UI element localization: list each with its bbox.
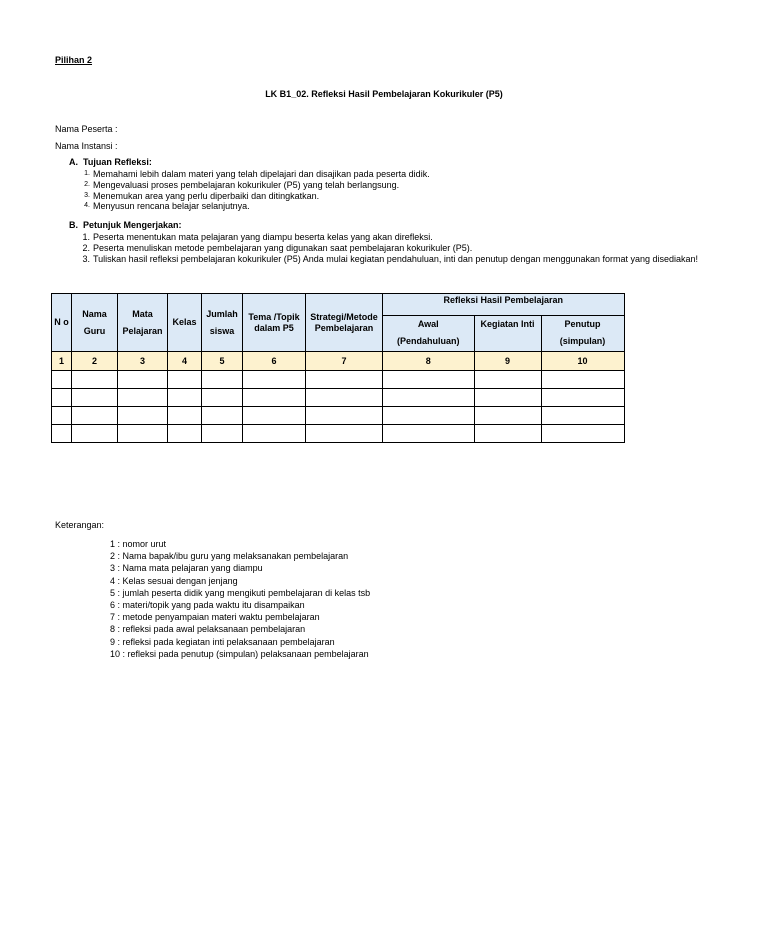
table-row xyxy=(52,371,625,389)
column-number-cell: 4 xyxy=(168,352,202,371)
header-refleksi-group: Refleksi Hasil Pembelajaran xyxy=(383,294,625,316)
list-item xyxy=(79,254,698,265)
empty-cell[interactable] xyxy=(168,425,202,443)
participant-name-field: Nama Peserta : xyxy=(55,124,118,134)
empty-cell[interactable] xyxy=(306,371,383,389)
list-item-text: Peserta menuliskan metode pembelajaran yang digunakan saat pembelajaran kokurikuler (P5). xyxy=(93,242,473,253)
instructions-list xyxy=(79,232,698,264)
empty-cell[interactable] xyxy=(243,425,306,443)
empty-cell[interactable] xyxy=(52,371,72,389)
column-number-cell: 2 xyxy=(72,352,118,371)
list-item-text: Memahami lebih dalam materi yang telah dipelajari dan disajikan pada peserta didik. xyxy=(93,169,430,179)
empty-cell[interactable] xyxy=(72,371,118,389)
empty-cell[interactable] xyxy=(72,425,118,443)
empty-cell[interactable] xyxy=(383,425,475,443)
note-item: 6 : materi/topik yang pada waktu itu disampaikan xyxy=(110,599,305,610)
empty-cell[interactable] xyxy=(118,425,168,443)
empty-cell[interactable] xyxy=(306,407,383,425)
empty-cell[interactable] xyxy=(474,389,541,407)
header-kelas: Kelas xyxy=(168,294,202,352)
reflection-goals-list xyxy=(79,169,430,212)
header-penutup: Penutup (simpulan) xyxy=(541,316,624,352)
institution-name-field: Nama Instansi : xyxy=(55,141,118,151)
empty-cell[interactable] xyxy=(383,371,475,389)
list-item-number: 1. xyxy=(82,232,90,242)
list-item xyxy=(79,169,430,180)
list-item-text: Menemukan area yang perlu diperbaiki dan ditingkatkan. xyxy=(93,190,320,201)
empty-cell[interactable] xyxy=(118,407,168,425)
list-item-number: 4. xyxy=(84,202,90,210)
empty-cell[interactable] xyxy=(118,371,168,389)
list-item-text: Tuliskan hasil refleksi pembelajaran kokurikuler (P5) Anda mulai kegiatan pendahuluan, inti dan penutup dengan menggunakan format yang disediakan! xyxy=(93,253,699,264)
list-item-number: 3. xyxy=(84,191,90,199)
empty-cell[interactable] xyxy=(202,371,243,389)
list-item-text: Mengevaluasi proses pembelajaran kokurikuler (P5) yang telah berlangsung. xyxy=(93,179,400,190)
note-item: 9 : refleksi pada kegiatan inti pelaksanaan pembelajaran xyxy=(110,636,335,647)
header-no: N o xyxy=(52,294,72,352)
column-number-cell: 3 xyxy=(118,352,168,371)
list-item-number: 2. xyxy=(84,180,90,188)
header-awal: Awal (Pendahuluan) xyxy=(383,316,475,352)
column-number-cell: 1 xyxy=(52,352,72,371)
table-row xyxy=(52,425,625,443)
empty-cell[interactable] xyxy=(243,371,306,389)
reflection-table xyxy=(51,293,625,443)
empty-cell[interactable] xyxy=(474,371,541,389)
list-item-text: Peserta menentukan mata pelajaran yang diampu beserta kelas yang akan direfleksi. xyxy=(93,232,433,242)
empty-cell[interactable] xyxy=(168,389,202,407)
empty-cell[interactable] xyxy=(243,407,306,425)
list-item xyxy=(79,243,698,254)
empty-cell[interactable] xyxy=(52,425,72,443)
table-row xyxy=(52,389,625,407)
list-item xyxy=(79,191,430,202)
note-item: 4 : Kelas sesuai dengan jenjang xyxy=(110,575,238,586)
option-label: Pilihan 2 xyxy=(55,55,93,65)
section-a-title: Tujuan Refleksi: xyxy=(83,157,152,167)
section-a-letter: A. xyxy=(69,157,78,167)
empty-cell[interactable] xyxy=(541,407,624,425)
table-row xyxy=(52,407,625,425)
empty-cell[interactable] xyxy=(72,407,118,425)
column-number-cell: 8 xyxy=(383,352,475,371)
list-item-number: 3. xyxy=(82,253,90,264)
header-strategi: Strategi/Metode Pembelajaran xyxy=(306,294,383,352)
notes-list xyxy=(110,538,370,660)
empty-cell[interactable] xyxy=(72,389,118,407)
note-item: 8 : refleksi pada awal pelaksanaan pembelajaran xyxy=(110,624,306,635)
note-item: 1 : nomor urut xyxy=(110,539,167,549)
column-number-cell: 6 xyxy=(243,352,306,371)
empty-cell[interactable] xyxy=(474,425,541,443)
section-a-heading xyxy=(69,157,152,167)
section-b-letter: B. xyxy=(69,220,78,230)
list-item-text: Menyusun rencana belajar selanjutnya. xyxy=(93,201,250,212)
list-item xyxy=(79,180,430,191)
list-item xyxy=(79,201,430,212)
empty-cell[interactable] xyxy=(52,407,72,425)
column-number-cell: 9 xyxy=(474,352,541,371)
header-nama-guru: Nama Guru xyxy=(72,294,118,352)
empty-cell[interactable] xyxy=(306,389,383,407)
empty-cell[interactable] xyxy=(243,389,306,407)
note-item: 7 : metode penyampaian materi waktu pembelajaran xyxy=(110,612,320,623)
empty-cell[interactable] xyxy=(383,389,475,407)
empty-cell[interactable] xyxy=(202,407,243,425)
empty-cell[interactable] xyxy=(383,407,475,425)
note-item: 3 : Nama mata pelajaran yang diampu xyxy=(110,563,263,574)
header-mata-pelajaran: Mata Pelajaran xyxy=(118,294,168,352)
list-item-number: 1. xyxy=(84,170,90,177)
empty-cell[interactable] xyxy=(474,407,541,425)
empty-cell[interactable] xyxy=(306,425,383,443)
column-number-cell: 5 xyxy=(202,352,243,371)
header-jumlah-siswa: Jumlah siswa xyxy=(202,294,243,352)
empty-cell[interactable] xyxy=(202,425,243,443)
section-b-heading xyxy=(69,220,182,230)
header-tema-topik: Tema /Topik dalam P5 xyxy=(243,294,306,352)
note-item: 2 : Nama bapak/ibu guru yang melaksanakan pembelajaran xyxy=(110,551,349,562)
column-number-row xyxy=(52,352,625,371)
empty-cell[interactable] xyxy=(541,371,624,389)
empty-cell[interactable] xyxy=(168,371,202,389)
column-number-cell: 7 xyxy=(306,352,383,371)
column-number-cell: 10 xyxy=(541,352,624,371)
empty-cell[interactable] xyxy=(541,425,624,443)
empty-cell[interactable] xyxy=(52,389,72,407)
notes-label: Keterangan: xyxy=(55,520,105,530)
list-item xyxy=(79,232,698,243)
empty-cell[interactable] xyxy=(168,407,202,425)
section-b-title: Petunjuk Mengerjakan: xyxy=(83,220,182,230)
empty-cell[interactable] xyxy=(541,389,624,407)
note-item: 5 : jumlah peserta didik yang mengikuti pembelajaran di kelas tsb xyxy=(110,587,371,598)
header-kegiatan-inti: Kegiatan Inti xyxy=(474,316,541,352)
empty-cell[interactable] xyxy=(118,389,168,407)
list-item-number: 2. xyxy=(82,242,90,253)
document-title: LK B1_02. Refleksi Hasil Pembelajaran Kokurikuler (P5) xyxy=(265,89,503,99)
note-item: 10 : refleksi pada penutup (simpulan) pelaksanaan pembelajaran xyxy=(110,648,369,659)
empty-cell[interactable] xyxy=(202,389,243,407)
